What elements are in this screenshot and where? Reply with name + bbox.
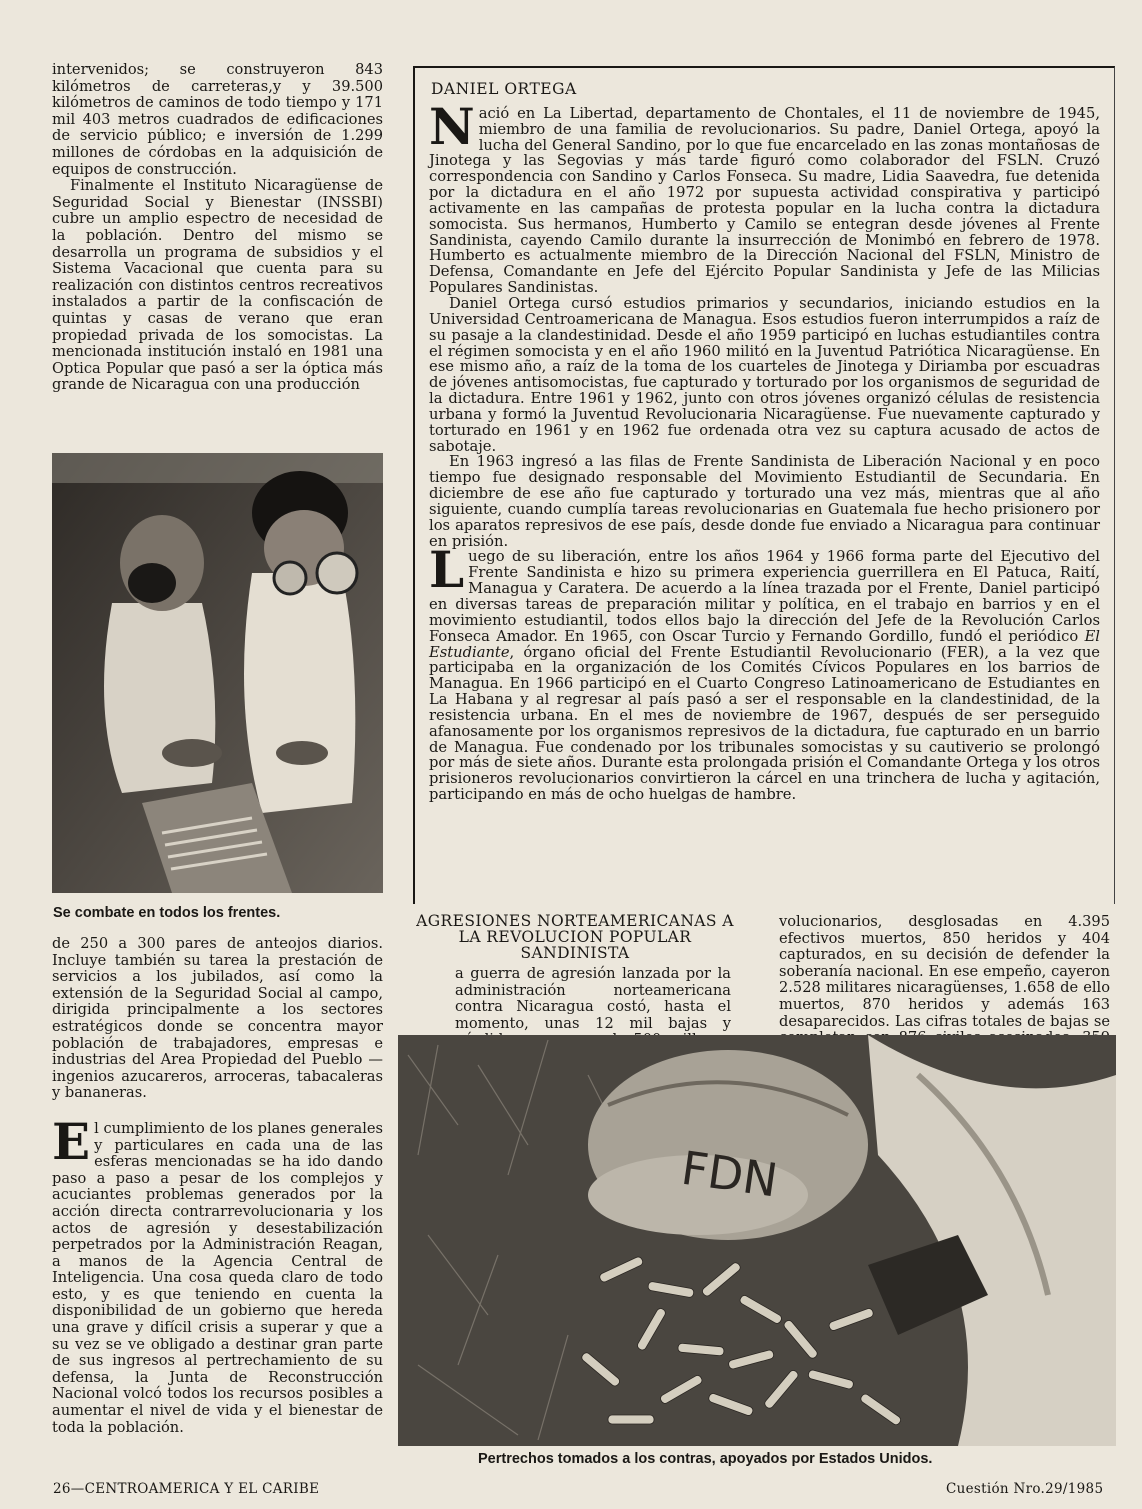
workers-illustration [52,453,383,893]
paragraph-dropcap [429,96,1100,297]
drop-cap: N [429,96,475,156]
paragraph: de 250 a 300 pares de anteojos diarios. Incluye también su tarea la prestación de servicios a los jubilados, así como la extensión de la Seguridad Social al campo, dirigida principalmente a los sectores estratégicos donde se concentra mayor población de trabajadores, empresas e industrias del Area Propiedad del Pueblo —ingenios azucareros, arroceras, tabacaleras y bananeras. [52,935,383,1102]
drop-cap: L [429,540,465,600]
article-headline: AGRESIONES NORTEAMERICANAS A LA REVOLUCION POPULAR SANDINISTA [416,912,734,962]
photo-caption-right: Pertrechos tomados a los contras, apoyados por Estados Unidos. [478,1451,933,1467]
paragraph: Finalmente el Instituto Nicaragüense de Seguridad Social y Bienestar (INSSBI) cubre un amplio espectro de necesidad de la población. Dentro del mismo se desarrolla un programa de subsidios y el Sistema Vacacional que cuenta para su realización con distintos centros recreativos instalados a partir de la confiscación de quintas y casas de verano que eran propiedad privada de los somocistas. La mencionada institución instaló en 1981 una Optica Popular que pasó a ser la óptica más grande de Nicaragua con una producción [52,177,383,394]
paragraph-text: l cumplimiento de los planes generales y particulares en cada una de las esferas mencionadas se ha ido dando paso a paso a pesar de los complejos y acuciantes problemas generados por la acción directa contrarrevolucionaria y los actos de agresión y desestabilización perpetrados por la Administración Reagan, a manos de la Agencia Central de Inteligencia. Una cosa queda claro de todo esto, y es que teniendo en cuenta la disponibilidad de un gobierno que hereda una grave y difícil crisis a superar y que a su vez se ve obligado a destinar gran parte de sus ingresos al pertrechamiento de su defensa, la Junta de Reconstrucción Nacional volcó todos los recursos posibles a aumentar el nivel de vida y el bienestar de toda la población. [52,1119,383,1436]
paragraph: intervenidos; se construyeron 843 kilómetros de carreteras,y y 39.500 kilómetros de caminos de todo tiempo y 171 mil 403 metros cuadrados de edificaciones de servicio público; e inversión de 1.299 millones de córdobas en la adquisición de equipos de construcción. [52,61,383,178]
paragraph-text: ació en La Libertad, departamento de Chontales, el 11 de noviembre de 1945, miembro de una familia de revolucionarios. Su padre, Daniel Ortega, apoyó la lucha del General Sandino, por lo que fue encarcelado en las zonas montañosas de Jinotega y las Segovias y más tarde figuró como colaborador del FSLN. Cruzó correspondencia con Sandino y Carlos Fonseca. Su madre, Lidia Saavedra, fue detenida por la dictadura en el año 1972 por supuesta actividad conspirativa y participó activamente en las campañas de protesta popular en la lucha contra la dictadura somocista. Sus hermanos, Humberto y Camilo se entegran desde jóvenes al Frente Sandinista, cayendo Camilo durante la insurrección de Monimbó en febrero de 1978. Humberto es actualmente miembro de la Dirección Nacional del FSLN, Ministro de Defensa, Comandante en Jefe del Ejército Popular Sandinista y Jefe de las Milicias Populares Sandinistas. [429,104,1100,297]
paragraph: a guerra de agresión lanzada por la administración norteamericana contra Nicaragua costó, hasta el momento, unas 12 mil bajas y [455,965,731,1032]
paragraph: Daniel Ortega cursó estudios primarios y secundarios, iniciando estudios en la Universidad Centroamericana de Managua. Esos estudios fueron interrumpidos a raíz de su pasaje a la clandestinidad. Desde el año 1959 participó en luchas estudiantiles contra el régimen somocista y en el año 1960 militó en la Juventud Patriótica Nicaragüense. En ese mismo año, a raíz de la toma de los cuarteles de Jinotega y Diriamba por escuadras de jóvenes antisomocistas, fue capturado y torturado por los organismos de seguridad de la dictadura. Entre 1961 y 1962, junto con otros jóvenes organizó células de resistencia urbana y formó la Juventud Revolucionaria Nicaragüense. Fue nuevamente capturado y torturado en 1961 y en 1962 fue ordenada otra vez su captura acusado de actos de sabotaje. [429,294,1100,455]
paragraph-text: uego de su liberación, entre los años 1964 y 1966 forma parte del Ejecutivo del Frente Sandinista e hizo su primera experiencia guerrillera en El Patuca, Raití, Managua y Caratera. De acuerdo a la línea trazada por el Frente, Daniel participó en diversas tareas de preparación militar y política, en el trabajo en barrios y en el movimiento estudiantil, todos ellos bajo la dirección del Jefe de la Revolución Carlos Fonseca Amador. En 1965, con Oscar Turcio y Fernando Gordillo, fundó el periódico [429,548,1100,645]
photo-caption-left: Se combate en todos los frentes. [53,905,281,921]
weapons-illustration [398,1035,1116,1446]
newspaper-title: El Estudiante [429,627,1100,661]
paragraph: En 1963 ingresó a las filas de Frente Sandinista de Liberación Nacional y en poco tiempo fue designado responsable del Movimiento Estudiantil de Secundaria. En diciembre de ese año fue capturado y torturado una vez más, mientras que al año siguiente, cuando cumplía tareas revolucionarias en Guatemala fue hecho prisionero por los aparatos represivos de ese país, desde donde fue enviado a Nicaragua para continuar en prisión. [429,453,1100,550]
cap-lettering: FDN [678,1140,781,1208]
paragraph: volucionarios, desglosadas en 4.395 efectivos muertos, 850 heridos y 404 capturados, en su decisión de defender la soberanía nacional. En ese empeño, cayeron 2.528 militares nicaragüenses, 1.658 de ello muertos, 870 heridos y además 163 desaparecidos. Las cifras totales de bajas se [779,913,1110,1030]
workers-photo [52,453,383,893]
daniel-ortega-box [413,66,1115,904]
box-title: DANIEL ORTEGA [431,80,577,98]
footer-left: 26—CENTROAMERICA Y EL CARIBE [53,1481,320,1497]
weapons-photo [398,1035,1116,1446]
drop-cap: E [52,1111,91,1171]
paragraph-text: , órgano oficial del Frente Estudiantil Revolucionario (FER), a la vez que participaba en la organización de los Comités Cívicos Populares en los barrios de Managua. En 1966 participó en el Cuarto Congreso Latinoamericano de Estudiantes en La Habana y al regresar al país pasó a ser el responsable en la clandestinidad, de la resistencia urbana. En el mes de noviembre de 1967, después de ser perseguido afanosamente por los organismos represivos de la dictadura, fue capturado en un barrio de Managua. Fue condenado por los tribunales somocistas y su cautiverio se prolongó por más de siete años. Durante esta prolongada prisión el Comandante Ortega y los otros prisioneros revolucionarios convirtieron la cárcel en una trinchera de lucha y agitación, participando en más de ocho huelgas de hambre. [429,643,1100,804]
footer-right: Cuestión Nro.29/1985 [946,1481,1104,1497]
paragraph-dropcap [52,1111,383,1436]
paragraph-dropcap [429,540,1100,804]
left-column-top [52,62,383,394]
left-column-bottom [52,936,383,1436]
